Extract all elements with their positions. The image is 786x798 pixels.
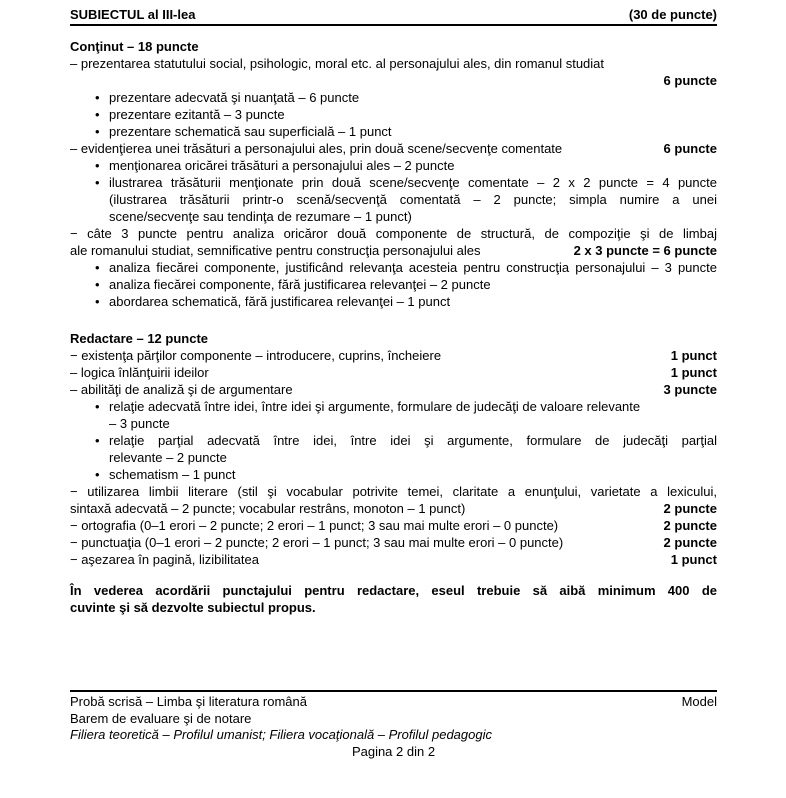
rubric-text: ale romanului studiat, semnificative pentru construcţia personajului ales	[70, 243, 481, 258]
bullet-icon: •	[95, 467, 100, 482]
bullet-text-line: (ilustrarea trăsăturii printr-o scenă/secvenţă comentată – 2 puncte; simpla numire a unei	[109, 192, 717, 207]
bullet-icon: •	[95, 399, 100, 414]
points-value: 6 puncte	[663, 73, 717, 88]
rubric-line	[70, 551, 717, 568]
bullet-icon: •	[95, 107, 100, 122]
bullet-text	[109, 174, 717, 225]
note-line: În vederea acordării punctajului pentru redactare, eseul trebuie să aibă minimum 400 de	[70, 583, 717, 598]
note-paragraph	[70, 582, 717, 616]
rubric-line	[70, 517, 717, 534]
rubric-line: – prezentarea statutului social, psihologic, moral etc. al personajului ales, din romanul studiat	[70, 56, 605, 71]
points-value: 6 puncte	[663, 141, 717, 156]
points-value: 1 punct	[670, 348, 717, 363]
rubric-line	[70, 381, 717, 398]
points-value: 2 puncte	[663, 518, 717, 533]
rubric-text: – logica înlănţuirii ideilor	[70, 365, 209, 380]
rubric-line	[70, 500, 717, 517]
rubric-text: − aşezarea în pagină, lizibilitatea	[70, 552, 259, 567]
bullet-text-line: relevante – 2 puncte	[109, 450, 227, 465]
bullet-text: prezentare ezitantă – 3 puncte	[109, 107, 285, 122]
rubric-text: − existenţa părţilor componente – introducere, cuprins, încheiere	[70, 348, 442, 363]
bullet-item	[70, 466, 717, 483]
bullet-icon: •	[95, 90, 100, 105]
rubric-line	[70, 534, 717, 551]
bullet-item	[70, 259, 717, 276]
bullet-icon: •	[95, 175, 100, 190]
bullet-text: abordarea schematică, fără justificarea relevanţei – 1 punct	[109, 294, 451, 309]
note-line: cuvinte şi să dezvolte subiectul propus.	[70, 600, 316, 615]
bullet-item	[70, 398, 717, 432]
document-content	[70, 6, 717, 616]
points-value: 2 x 3 puncte = 6 puncte	[573, 243, 717, 258]
footer-row	[70, 694, 717, 711]
footer-barem: Barem de evaluare şi de notare	[70, 710, 252, 726]
rubric-line: − câte 3 puncte pentru analiza oricăror două componente de structură, de compoziţie şi de limbaj	[70, 226, 717, 241]
bullet-item	[70, 293, 717, 310]
bullet-text-line: relaţie parţial adecvată între idei, între idei şi argumente, formulare de judecăţi parţial	[109, 433, 717, 448]
bullet-text: menţionarea oricărei trăsături a personajului ales – 2 puncte	[109, 158, 455, 173]
points-value: 2 puncte	[663, 535, 717, 550]
subject-title: SUBIECTUL al III-lea	[70, 7, 196, 22]
bullet-text	[109, 398, 717, 432]
rubric-line	[70, 364, 717, 381]
footer-filiera: Filiera teoretică – Profilul umanist; Filiera vocaţională – Profilul pedagogic	[70, 727, 492, 742]
bullet-item	[70, 157, 717, 174]
rubric-line	[70, 347, 717, 364]
rubric-text: − ortografia (0–1 erori – 2 puncte; 2 erori – 1 punct; 3 sau mai multe erori – 0 puncte)	[70, 518, 559, 533]
points-value: 2 puncte	[663, 501, 717, 516]
subject-header	[70, 6, 717, 26]
bullet-icon: •	[95, 260, 100, 275]
rubric-text: – evidenţierea unei trăsături a personajului ales, prin două scene/secvenţe comentate	[70, 141, 563, 156]
page-footer	[70, 690, 717, 760]
bullet-icon: •	[95, 124, 100, 139]
points-value: 3 puncte	[663, 382, 717, 397]
bullet-icon: •	[95, 158, 100, 173]
bullet-text: schematism – 1 punct	[109, 467, 236, 482]
bullet-text-line: ilustrarea trăsăturii menţionate prin două scene/secvenţe comentate – 2 x 2 puncte = 4 puncte	[109, 175, 717, 190]
section-title-redactare: Redactare – 12 puncte	[70, 331, 209, 346]
bullet-text: analiza fiecărei componente, fără justificarea relevanţei – 2 puncte	[109, 277, 491, 292]
bullet-text-line: scene/secvenţe sau tendinţa de rezumare – 1 punct)	[109, 209, 412, 224]
rubric-text: – abilităţi de analiză şi de argumentare	[70, 382, 293, 397]
rubric-line	[70, 242, 717, 259]
subject-points: (30 de puncte)	[628, 7, 717, 22]
bullet-text-line: – 3 puncte	[109, 416, 170, 431]
bullet-item	[70, 123, 717, 140]
bullet-item	[70, 276, 717, 293]
section-title-continut: Conţinut – 18 puncte	[70, 39, 199, 54]
footer-model-label: Model	[681, 694, 717, 709]
rubric-text: sintaxă adecvată – 2 puncte; vocabular restrâns, monoton – 1 punct)	[70, 501, 466, 516]
bullet-icon: •	[95, 277, 100, 292]
bullet-icon: •	[95, 294, 100, 309]
bullet-icon: •	[95, 433, 100, 448]
bullet-text: prezentare schematică sau superficială – 1 punct	[109, 124, 392, 139]
bullet-item	[70, 174, 717, 225]
bullet-item	[70, 89, 717, 106]
bullet-text	[109, 432, 717, 466]
footer-exam-name: Probă scrisă – Limba şi literatura română	[70, 694, 307, 709]
points-value: 1 punct	[670, 552, 717, 567]
bullet-text-line: relaţie adecvată între idei, între idei şi argumente, formulare de judecăţi de valoare relevante	[109, 399, 641, 414]
bullet-item	[70, 432, 717, 466]
points-value: 1 punct	[670, 365, 717, 380]
rubric-text: − punctuaţia (0–1 erori – 2 puncte; 2 erori – 1 punct; 3 sau mai multe erori – 0 puncte)	[70, 535, 564, 550]
rubric-line	[70, 140, 717, 157]
rubric-line: − utilizarea limbii literare (stil şi vocabular potrivite temei, claritate a enunţului, varietate a lexicului,	[70, 484, 717, 499]
bullet-text: prezentare adecvată şi nuanţată – 6 puncte	[109, 90, 360, 105]
bullet-text: analiza fiecărei componente, justificând relevanţa acesteia pentru construcţia personajului – 3 puncte	[109, 260, 717, 275]
bullet-item	[70, 106, 717, 123]
footer-page-number: Pagina 2 din 2	[351, 743, 436, 759]
